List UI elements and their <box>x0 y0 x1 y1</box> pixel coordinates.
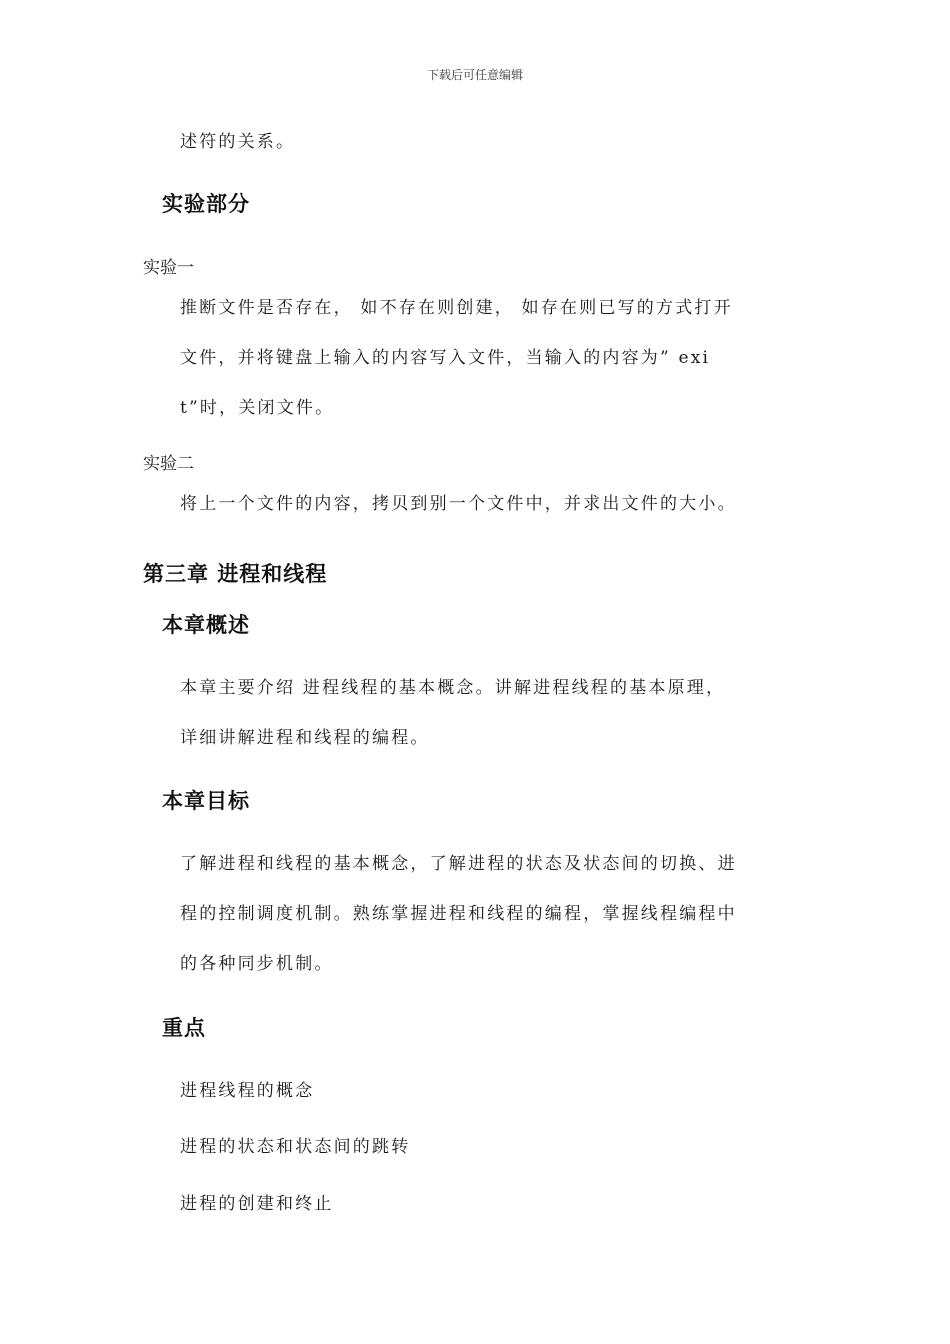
overview-line: 本章主要介绍 进程线程的基本概念。讲解进程线程的基本原理， <box>180 678 726 698</box>
experiment-1-line: 推断文件是否存在， 如不存在则创建， 如存在则已写的方式打开 <box>180 298 733 318</box>
goals-line: 了解进程和线程的基本概念，了解进程的状态及状态间的切换、进 <box>180 854 737 874</box>
key-points-title: 重点 <box>162 1016 206 1040</box>
overview-line: 详细讲解进程和线程的编程。 <box>180 728 430 748</box>
experiment-1-line: t”时，关闭文件。 <box>180 398 335 418</box>
key-point-item: 进程的状态和状态间的跳转 <box>180 1137 411 1157</box>
experiment-1-line: 文件，并将键盘上输入的内容写入文件，当输入的内容为” exi <box>180 348 711 368</box>
overview-title: 本章概述 <box>162 613 250 637</box>
goals-line: 的各种同步机制。 <box>180 954 334 974</box>
intro-line: 述符的关系。 <box>180 132 296 152</box>
experiment-2-label: 实验二 <box>143 454 194 474</box>
experiment-2-line: 将上一个文件的内容，拷贝到别一个文件中，并求出文件的大小。 <box>180 494 737 514</box>
key-point-item: 进程的创建和终止 <box>180 1194 334 1214</box>
goals-line: 程的控制调度机制。熟练掌握进程和线程的编程，掌握线程编程中 <box>180 904 737 924</box>
page-header-note: 下载后可任意编辑 <box>426 68 523 82</box>
chapter-title: 第三章 进程和线程 <box>143 562 328 586</box>
experiment-section-title: 实验部分 <box>162 192 250 216</box>
key-point-item: 进程线程的概念 <box>180 1081 315 1101</box>
goals-title: 本章目标 <box>162 789 250 813</box>
experiment-1-label: 实验一 <box>143 258 194 278</box>
